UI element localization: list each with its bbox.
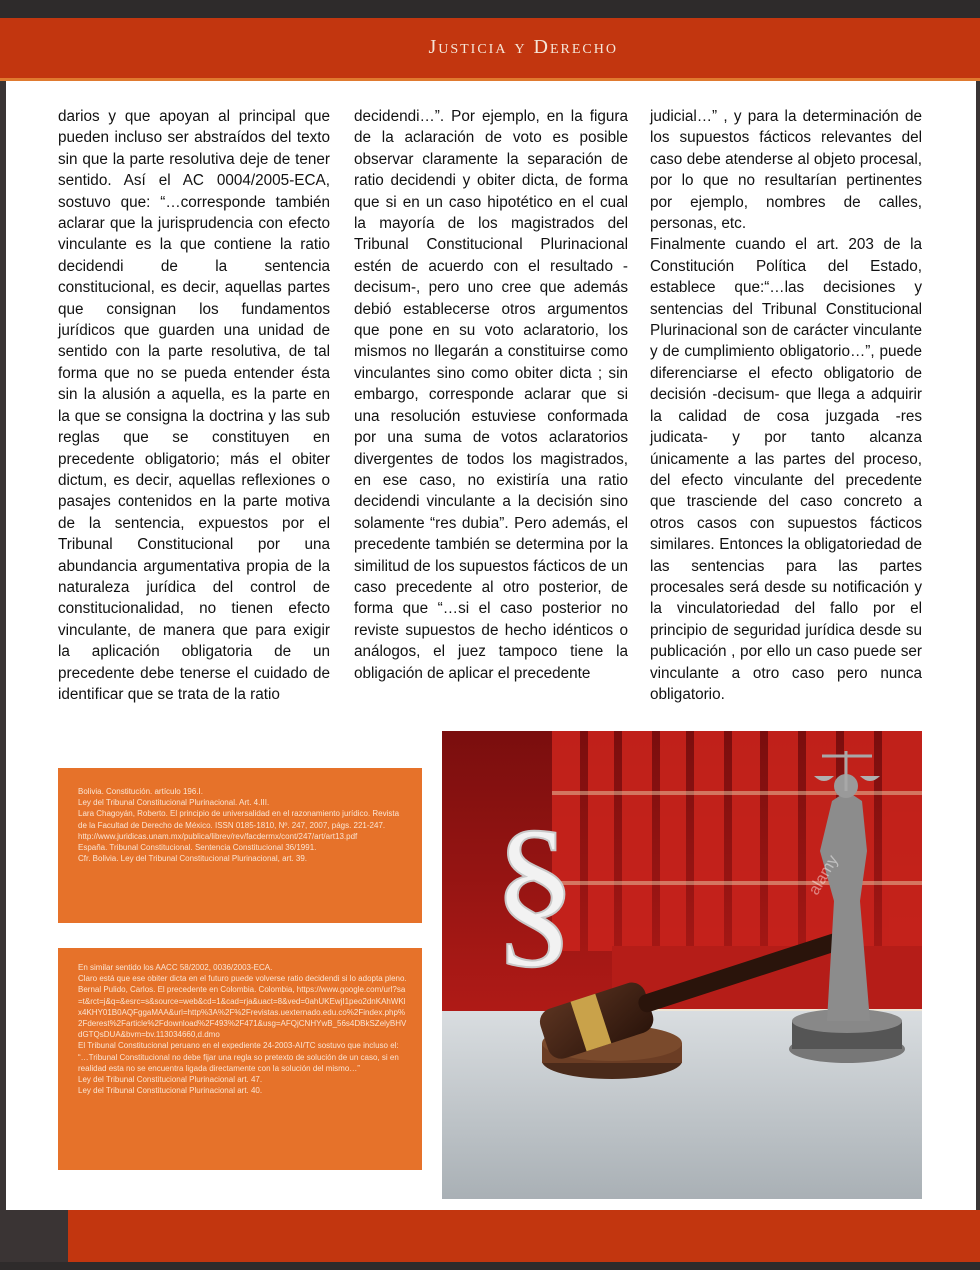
section-symbol: § (492, 795, 577, 983)
justice-photo (442, 731, 922, 1199)
text-column-2 (354, 106, 628, 684)
footnote: Bolivia. Constitución. artículo 196.I. (78, 787, 203, 796)
column-3-paragraph-1: judicial…” , y para la determinación de los supuestos fácticos relevantes del caso debe atenderse al objeto procesal, por lo que no resultarían pertinentes por ejemplo, nombres de calles, personas, etc. (650, 108, 922, 233)
footnote: El Tribunal Constitucional peruano en el expediente 24-2003-AI/TC sostuvo que incluso el: “…Tribunal Constitucional no debe fijar una regla so pretexto de solución de un caso, si en realidad esta no se encuentra ligada directamente con la solución del mismo…” (78, 1041, 399, 1073)
bottom-bar (0, 1262, 980, 1270)
section-title: Justicia y Derecho (428, 36, 618, 58)
footnote: Cfr. Bolivia. Ley del Tribunal Constitucional Plurinacional, art. 39. (78, 854, 308, 864)
footnote: Lara Chagoyán, Roberto. El principio de universalidad en el razonamiento jurídico. Revista de la Facultad de Derecho de México. ISSN 0185-1810, Nº. 247, 2007, págs. 221-247. http://www.juridicas.unam.mx/publica/librev/rev/facdermx/cont/247/art/art13.pdf (78, 809, 400, 841)
footnote: Bernal Pulido, Carlos. El precedente en Colombia. Colombia, https://www.google.com/url?sa=t&rct=j&q=&esrc=s&source=web&cd=1&cad=rja&uact=8&ved=0ahUKEwjI1peo2dnKAhWKlx4KHY01B0AQFggaMAA&url=http%3A%2F%2Frevistas.uexternado.edu.co%2Findex.php%2Fderest%2Farticle%2Fdownload%2F493%2F471&usg=AFQjCNHYwB_56s4DBkSZelyBHVdGTQsDUA&bvm=bv.113034660,d.dmo (78, 985, 407, 1040)
text-column-1 (58, 106, 330, 705)
footnote: Ley del Tribunal Constitucional Plurinacional art. 47. (78, 1075, 263, 1085)
footnotes-box-2 (58, 948, 422, 1170)
column-3-paragraph-2: Finalmente cuando el art. 203 de la Constitución Política del Estado, establece que:“…las decisiones y sentencias del Tribunal Constitucional Plurinacional son de carácter vinculante y de cumplimiento obligatorio…”, puede diferenciarse el efecto obligatorio de decisión -decisum- que llega a adquirir la calidad de cosa juzgada -res judicata- y por tanto alcanza únicamente a las partes del proceso, del efecto vinculante del precedente que trasciende del caso concreto a otros casos con supuestos fácticos similares. Entonces la obligatoriedad de las sentencias para las partes procesales será desde su notificación y la vinculatoriedad del fallo por el principio de seguridad jurídica desde su publicación , por ello un caso puede ser vinculante a otro caso pero nunca obligatorio. (650, 236, 922, 703)
column-1-text: darios y que apoyan al principal que pueden incluso ser abstraídos del texto sin que la parte resolutiva deje de tener sentido. Así el AC 0004/2005-ECA, sostuvo que: “…corresponde también aclarar que la jurisprudencia con efecto vinculante es la que contiene la ratio decidendi de la sentencia constitucional, es decir, aquellas partes que consignan los fundamentos jurídicos que guarden una unidad de sentido con la parte resolutiva, de tal forma que no se pueda entender ésta sin la alusión a aquella, es la parte en la que se consigna la doctrina y las sub reglas que se constituyen en precedente obligatorio; más el obiter dictum, es decir, aquellas reflexiones o pasajes contenidos en la parte motiva de la sentencia, expuestos por el Tribunal Constitucional por una abundancia argumentativa propia de la naturaleza jurídica del control de constitucionalidad, no tienen efecto vinculante, de manera que para exigir la aplicación obligatoria de un precedente debe tenerse el cuidado de identificar que se trata de la ratio (58, 108, 330, 703)
footnote: En similar sentido los AACC 58/2002, 0036/2003-ECA. (78, 963, 273, 972)
footnote: España. Tribunal Constitucional. Sentencia Constitucional 36/1991. (78, 843, 317, 853)
left-strip (0, 81, 6, 1221)
footnote: Ley del Tribunal Constitucional Plurinacional. Art. 4.III. (78, 798, 270, 808)
right-strip (976, 81, 980, 1221)
footer-dark-block (0, 1210, 68, 1262)
footnotes-box-1 (58, 768, 422, 923)
column-2-text: decidendi…”. Por ejemplo, en la figura de la aclaración de voto es posible observar claramente la separación de ratio decidendi y obiter dicta, de forma que si en un caso hipotético en el cual la mayoría de los magistrados del Tribunal Constitucional Plurinacional estén de acuerdo con el resultado -decisum-, pero uno cree que además debió establecerse otros argumentos que pone en su voto aclaratorio, los mismos no llegarán a constituirse como vinculantes sino como obiter dicta ; sin embargo, corresponde aclarar que si una resolución estuviese conformada por una suma de votos aclaratorios divergentes de todos los magistrados, en ese caso, no existiría una ratio decidendi vinculante a la decisión sino solamente “res dubia”. Pero además, el precedente también se determina por la similitud de los supuestos fácticos de un caso precedente al otro posterior, de forma que “…si el caso posterior no reviste supuestos de hecho idénticos o análogos, el juez tampoco tiene la obligación de aplicar el precedente (354, 108, 628, 682)
top-bar (0, 0, 980, 18)
footnote: Claro está que ese obiter dicta en el futuro puede volverse ratio decidendi si lo adopta pleno. (78, 974, 407, 984)
watermark: alamy (805, 852, 842, 898)
footnote: Ley del Tribunal Constitucional Plurinacional art. 40. (78, 1086, 263, 1096)
text-column-3 (650, 106, 922, 705)
page-footer (0, 1210, 980, 1262)
justice-illustration (442, 731, 922, 1199)
